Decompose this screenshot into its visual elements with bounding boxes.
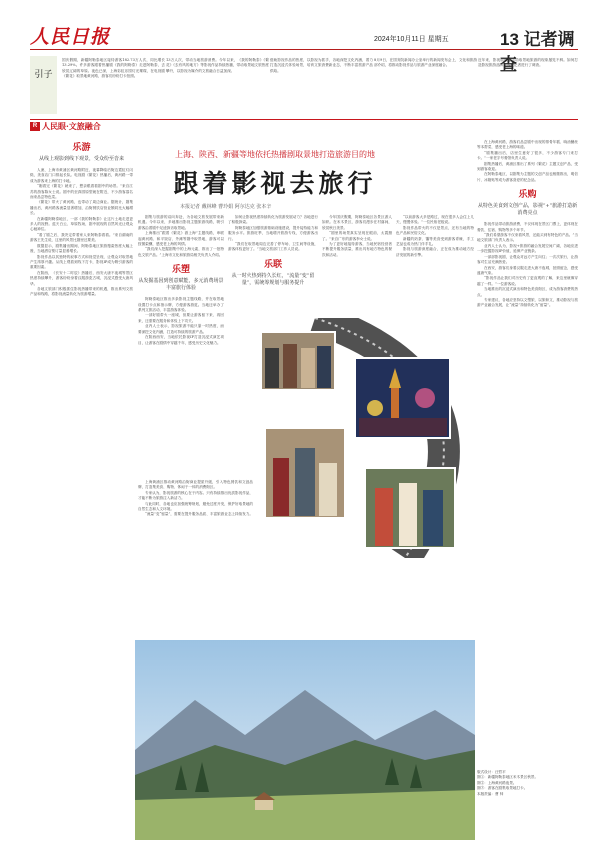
subhead-tag: 乐联	[263, 259, 282, 270]
body-column	[228, 215, 318, 292]
section-strip	[30, 119, 578, 133]
note-line: 本版责编：曹 帅	[477, 791, 504, 796]
body-paragraph: 《繁花》带火了黄河路，也带动了周边商业。据统计，剧集播出后，黄河路客流量显著增加，沿街餐饮店营业额同比大幅增长。	[30, 200, 133, 216]
body-paragraph: 各地文旅部门积极抓住影视热播带来的机遇，推出系列文旅产品和线路，将影视流量转化为旅游增量。	[30, 286, 133, 297]
body-column	[138, 215, 224, 346]
body-paragraph: 人流、上海市黄浦区黄河路附近，夜幕降临后街边霓虹灯闪烁，美食店门口排起长队。电视剧《繁花》热播后，黄河路一带成为游客来上海的打卡地。	[30, 168, 133, 183]
body-paragraph: “剧里的场景真实呈现在眼前，太震撼了。”来自广东的游客李女士说。	[322, 231, 392, 241]
subhead-lead: 从一时火热到持久长红，“流量”变“留量”，需统筹规划与服务提升	[231, 272, 315, 286]
newspaper-logo: 人民日报	[30, 26, 111, 48]
publication-date: 2024年10月11日 星期五	[374, 36, 449, 43]
right-column	[477, 140, 578, 309]
section-badge: R	[30, 122, 40, 131]
note-line: 图②：上海黄河路夜景。	[477, 780, 517, 785]
body-paragraph: 阿勒泰地区加强旅游基础设施建设，提升接待能力和服务水平。旅游旺季，当地增开旅游专线，方便游客出行。	[228, 225, 318, 241]
landscape-photo	[135, 640, 475, 840]
body-paragraph: 上海推出“跟着《繁花》游上海”主题线路，串联起黄河路、和平饭店、外滩等剧中取景地，游客可以按图索骥，感受老上海的风情。	[138, 231, 224, 247]
body-column	[396, 215, 474, 258]
body-paragraph: 当地推出的沉浸式演出和特色美食街区，成为游客消费的热点。	[477, 287, 578, 297]
body-column	[322, 215, 392, 258]
body-paragraph: 业内人士表示，影视旅游不能只靠一时热度，而要深挖文化内涵，打造可持续的旅游产品。	[138, 324, 224, 334]
note-line: 图①：新疆阿勒泰地区禾木景区秋景。	[477, 775, 539, 780]
body-column	[138, 480, 253, 518]
body-paragraph: 业内人士认为，影视+旅游的融合发展空间广阔，各地应进一步挖掘影视IP价值，延伸产业链条。	[477, 243, 578, 254]
headline: 跟着影视去旅行	[173, 169, 377, 198]
body-paragraph: 在上海黄河路，游客们品尝剧中出现的排骨年糕、响油鳝丝等本帮菜，感受老上海的味道。	[477, 140, 578, 150]
photo-collage	[255, 318, 475, 558]
subhead-lead: 从线上观影到线下观景，受众纷至沓来	[38, 156, 124, 162]
subhead-block	[477, 187, 578, 217]
body-paragraph: 剧集与旅游的双向奔赴，为各地文旅发展带来新机遇。今年以来，多地推出影视主题旅游线路，吸引游客沿着剧中足迹探访取景地。	[138, 215, 224, 230]
lead-column: 8月9日，在国务院新闻办公室举行的新闻发布会上，文化和旅游部介绍，将推动影视作品与旅游产业深度融合。	[374, 58, 477, 68]
body-paragraph: 新疆的奶茶、馕等美食受到游客青睐，手工艺品也成为热门伴手礼。	[396, 236, 474, 247]
subhead-tag: 乐购	[518, 190, 537, 201]
body-paragraph: “我们深入挖掘剧集中的上海元素，推出了一批特色文旅产品。”上海市文化和旅游局相关负责人介绍。	[138, 247, 224, 257]
lead-row	[30, 56, 578, 114]
body-paragraph: 专家认为，影视旅游的核心在于内容。只有持续推出优质影视作品，才能不断为旅游注入新活力。	[138, 490, 253, 501]
body-paragraph: 阿勒泰地区推出多条影视主题线路，并在取景地设置打卡点和指示牌，方便游客游览。当地还举办了系列文旅活动，丰富游客体验。	[138, 297, 224, 313]
lead-column: 近年来，影视剧热播带动取景地旅游的现象屡见不鲜。如何打造影视旅游品牌？本报记者进行了调查。	[478, 58, 578, 68]
left-column	[30, 140, 133, 298]
body-paragraph: 在陕西，《长安十二时辰》热播后，西安大唐不夜城等景区热度持续攀升，游客纷纷身着汉服游览古城，沉浸式感受大唐风华。	[30, 270, 133, 286]
body-paragraph: 剧集热播后，黄浦区推出了系列《繁花》主题文创产品，受到游客欢迎。	[477, 161, 578, 172]
body-paragraph: 一部好剧带火一座城，但要让游客留下来、再回来，还需要在服务和体验上下功夫。	[138, 313, 224, 323]
section-name: 人民眼·文旅融合	[42, 121, 101, 131]
page-section-label: 13 记者调查	[500, 30, 575, 74]
lead-tab-label: 引子	[34, 70, 53, 80]
body-paragraph: “刚看完《繁花》就来了，想亲眼看看剧中的场景。”来自江苏的游客陈女士说。剧中的至真园原型就在附近，不少游客慕名而来品尝特色菜。	[30, 184, 133, 200]
body-paragraph: 影视与旅游深度融合，正在成为推动地方经济发展的新引擎。	[396, 247, 474, 257]
body-paragraph: “剧集播出后，店里生意好了很多，不少游客专门来打卡。”一家老字号餐馆负责人说。	[477, 150, 578, 161]
note-line: 图③：游客在剧集取景地打卡。	[477, 786, 528, 791]
subhead-tag: 乐游	[72, 143, 91, 153]
subhead-block	[138, 262, 224, 292]
page-notes	[477, 770, 578, 797]
body-paragraph: 影视作品带动旅游消费，不仅体现在景区门票上，更体现在餐饮、住宿、购物等多个环节。	[477, 222, 578, 232]
subhead-lead: 从发掘基因到创意赋能，多元消费场景丰富旅行体验	[138, 278, 224, 292]
body-paragraph: “流量”变“留量”，需要在提升服务品质、丰富旅游业态上持续发力。	[145, 512, 253, 517]
subhead-block	[228, 257, 318, 287]
body-paragraph: 影视作品带火的不仅是景点，还有当地的特色产品和民俗文化。	[396, 225, 474, 236]
lead-column: 13万人次，带动当地旅游消费。今年以来，《我的阿勒泰》《繁花》《去有风的地方》等影视作品持续热播，带动取景地文旅热度攀升，以影视为媒介的文旅融合日益加深。	[166, 58, 269, 73]
subhead-tag: 乐塑	[171, 265, 190, 276]
body-paragraph: 与此同时，各地也应加强统筹规划，避免过度开发，保护好取景地的自然生态和人文环境。	[138, 501, 253, 512]
body-paragraph: 影视作品以其独特的叙事方式和视觉呈现，让观众对取景地产生浓厚兴趣。从线上观看到线下打卡，影视IP成为吸引游客的重要因素。	[30, 254, 133, 270]
headline-kicker: 上海、陕西、新疆等地依托热播剧取景地打造旅游目的地	[175, 150, 375, 159]
body-paragraph: 在阿勒泰地区，以剧集为主题的文创产品也相继推出，明信片、冰箱贴等成为游客喜爱的纪念品。	[477, 172, 578, 182]
body-paragraph: “我们在取景地周边完善了停车场、卫生间等设施，游客体验更好了。”当地文旅部门工作人员说。	[228, 242, 318, 252]
lead-column: 国庆假期，新疆阿勒泰地区接待游客182.73万人次，同比增长13.29%。许多游客跟着热播剧《我的阿勒泰》走进阿勒泰，去欣赏辽阔的草原。夜色已深，上海彩虹乐园灯光璀璨，在电视剧《繁花》取景地黄河路，游客们纷纷打卡拍照。	[62, 58, 165, 79]
body-paragraph: “影视作品让我们对历史有了更直观的了解，来这里就像穿越了一样。”一位游客说。	[477, 276, 578, 286]
body-paragraph: 在陕西西安，当地依托影视IP打造沉浸式演艺项目，让游客在剧情中穿越千年，感受历史文化魅力。	[138, 335, 224, 345]
lead-tab	[30, 56, 57, 114]
body-paragraph: 今年国庆假期，阿勒泰地区各景区游人如织。在禾木景区，游客们漫步在村落间，欣赏秋日美景。	[322, 215, 392, 230]
body-paragraph: “我们希望游客不仅来看风景，还能买到有特色的产品。”当地文旅部门负责人表示。	[477, 233, 578, 243]
body-paragraph: 上海黄浦区推动黄河路沿街商业提质升级，引入特色餐饮和文创品牌，打造集美食、购物、休闲于一体的消费街区。	[138, 480, 253, 490]
byline: 本报记者 戴林峰 曹玲娟 阿尔达克 张本辛	[180, 204, 272, 210]
lead-column: 借助影视作品的热度，以影视为抓手，各地深挖文化内涵，着力打造沉浸式体验场景，培育文旅消费新业态，不断丰富旅游产品供给。	[270, 58, 373, 73]
body-paragraph: 数据显示，剧集播出期间，阿勒泰地区旅游搜索热度大幅上涨，当地酒店预订量显著增长。	[30, 243, 133, 254]
body-paragraph: 如何让影视热度持续转化为旅游发展动力？各地进行了积极探索。	[228, 215, 318, 225]
film-strip-photos	[255, 318, 475, 558]
body-paragraph: 在新疆阿勒泰地区，一部《我的阿勒泰》让这片土地走进更多人的视野。蓝天白云、草原牧场，剧中展现的自然风光让观众心驰神往。	[30, 216, 133, 232]
subhead-lead: 从特色美食到文创产品，影视“+”旅游打造新消费亮点	[477, 203, 578, 217]
body-paragraph: 为了更好地接待游客，当地民宿经营者不断提升服务质量，推出具有地方特色的餐饮和活动。	[322, 242, 392, 257]
body-paragraph: 在西安，游客们身着汉服走进大唐不夜城，拍照留念，感受盛唐气象。	[477, 265, 578, 275]
body-paragraph: “以前游客大多是路过，现在很多人会住上几天，慢慢体验。”一位民宿老板说。	[396, 215, 474, 225]
note-line: 版式设计：汪哲平	[477, 770, 506, 774]
body-paragraph: 一部部影视剧，让观众对远方产生向往；一次次旅行，让游客对生活充满热爱。	[477, 254, 578, 265]
body-paragraph: 专家建议，各地应坚持以文塑旅、以旅彰文，推动影视与旅游产业融合发展，让“流量”持续转化为“留量”。	[477, 297, 578, 308]
body-paragraph: “看了剧之后，我决定带着家人来阿勒泰看看。”来自湖南的游客王先生说，这里的风景比剧里还要美。	[30, 232, 133, 243]
